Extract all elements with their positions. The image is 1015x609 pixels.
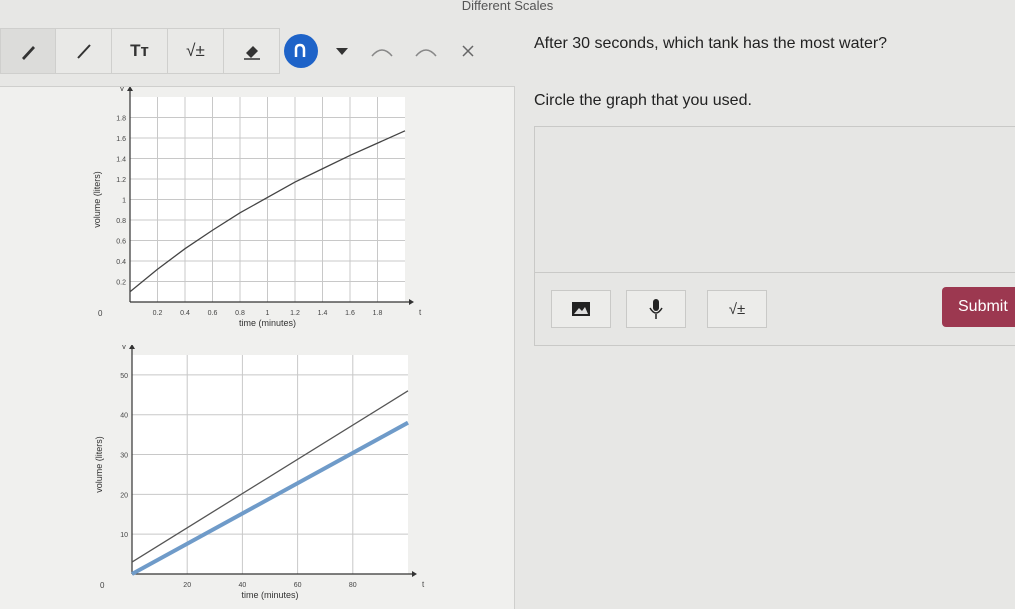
x-tick-label: 1.4 [317, 310, 328, 317]
x-tick-label: 0.6 [207, 310, 218, 317]
undo-button[interactable] [362, 28, 402, 74]
pencil-icon [17, 40, 39, 62]
y-tick-label: 0.2 [116, 279, 126, 287]
x-axis-label: time (minutes) [238, 318, 297, 328]
eraser-icon [240, 40, 264, 62]
y-tick-label: 0.6 [116, 238, 126, 246]
y-tick-label: 1.4 [116, 156, 126, 164]
clear-button[interactable] [450, 28, 486, 74]
drawing-toolbar [0, 28, 486, 74]
y-tick-label: 1.8 [116, 115, 126, 123]
y-tick-label: 20 [120, 492, 128, 500]
y-tick-label: 1.6 [116, 136, 126, 143]
answer-input[interactable] [535, 127, 1015, 273]
redo-icon [413, 44, 439, 58]
x-tick-label: 20 [183, 582, 192, 589]
y-tick-label: 1.2 [116, 177, 126, 184]
page-title: Different Scales [461, 0, 554, 13]
caret-down-icon [335, 46, 349, 56]
x-axis-arrow [412, 571, 417, 577]
y-axis-arrow [127, 87, 133, 91]
y-axis-letter: v [122, 345, 126, 351]
text-tool-button[interactable] [112, 28, 168, 74]
sqrt-label: √± [186, 41, 205, 60]
color-picker-button[interactable] [280, 28, 322, 74]
y-tick-label: 0.4 [116, 259, 126, 266]
y-axis-label: volume (liters) [94, 436, 104, 493]
origin-label: 0 [98, 309, 103, 318]
chart-large-scale [80, 345, 500, 607]
origin-label: 0 [100, 581, 105, 590]
line-icon [73, 40, 95, 62]
y-tick-label: 30 [120, 452, 128, 460]
math-tool-button[interactable] [168, 28, 224, 74]
x-tick-label: 0.2 [152, 310, 163, 317]
math-input-button[interactable] [707, 290, 767, 328]
x-axis-letter: t [419, 308, 422, 317]
eraser-tool-button[interactable] [224, 28, 280, 74]
x-tick-label: 80 [348, 582, 357, 589]
color-swatch [284, 34, 318, 68]
y-tick-label: 10 [120, 532, 128, 540]
question-prompt: Circle the graph that you used. [534, 92, 752, 109]
image-icon [571, 301, 591, 317]
line-tool-button[interactable] [56, 28, 112, 74]
close-icon [461, 44, 475, 58]
x-tick-label: 0.4 [180, 310, 190, 317]
plot-area [132, 355, 408, 574]
insert-image-button[interactable] [551, 290, 611, 328]
microphone-button[interactable] [626, 290, 686, 328]
x-tick-label: 1.8 [372, 310, 383, 317]
curve-icon [292, 42, 310, 60]
y-axis-label: volume (liters) [92, 171, 102, 228]
x-tick-label: 0.8 [235, 310, 245, 317]
answer-area [534, 126, 1015, 346]
x-axis-arrow [409, 299, 414, 305]
x-tick-label: 40 [238, 582, 247, 589]
y-tick-label: 1 [122, 197, 126, 205]
y-tick-label: 0.8 [116, 218, 126, 225]
chart-small-scale [80, 87, 500, 347]
x-tick-label: 1.2 [290, 310, 300, 317]
answer-sqrt-label: √± [728, 300, 746, 318]
drawing-canvas[interactable] [0, 86, 515, 609]
x-axis-letter: t [422, 580, 425, 589]
submit-label: Submit [958, 298, 1008, 315]
x-axis-label: time (minutes) [241, 590, 299, 600]
dropdown-button[interactable] [322, 28, 362, 74]
pencil-tool-button[interactable] [0, 28, 56, 74]
undo-icon [369, 44, 395, 58]
x-tick-label: 1 [265, 310, 270, 317]
y-axis-arrow [129, 345, 135, 349]
question-text: After 30 seconds, which tank has the most water? [534, 35, 888, 52]
text-tool-label: Tт [130, 41, 149, 60]
submit-button[interactable] [942, 287, 1015, 327]
x-tick-label: 60 [293, 582, 302, 589]
y-axis-letter: v [120, 87, 124, 93]
x-tick-label: 1.6 [345, 310, 355, 317]
y-tick-label: 50 [120, 372, 128, 380]
redo-button[interactable] [402, 28, 450, 74]
y-tick-label: 40 [120, 412, 128, 420]
microphone-icon [649, 298, 663, 320]
